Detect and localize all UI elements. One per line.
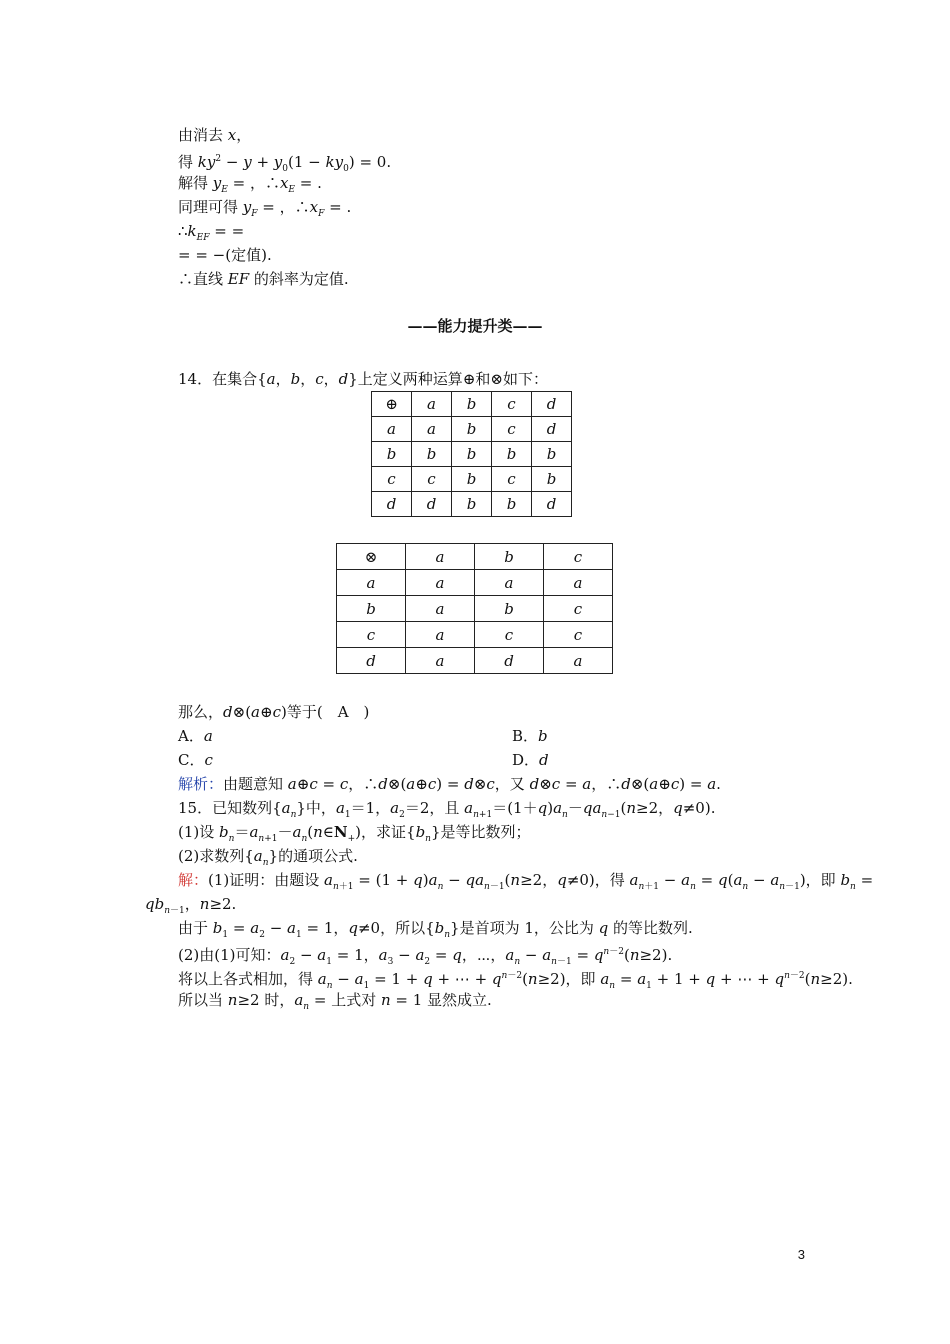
q15-solution-1: 解：(1)证明：由题设 $a_{n+1} = (1 + q)a_n - qa_{n-1}(n\ge 2$，q≠0)，得 $a_{n+1} - a_n = q(a_n - a_{n-1})$，即 $b_n$ = — [178, 871, 874, 892]
table-cell: d — [532, 417, 572, 442]
table-row — [372, 492, 572, 517]
table-cell: d — [337, 648, 406, 674]
table-cell: b — [475, 544, 544, 570]
table-cell: c — [372, 467, 412, 492]
plus-operation-table — [371, 391, 572, 517]
q15-solution-3: 由于 $b_1 = a_2 - a_1 = 1$，q≠0，所以$\{b_n\}$是首项为 1，公比为 q 的等比数列. — [178, 919, 693, 940]
table-cell: a — [406, 622, 475, 648]
table-cell: d — [532, 392, 572, 417]
table-cell: a — [337, 570, 406, 596]
table-cell: c — [492, 417, 532, 442]
q15-solution-6: 所以当 n≥2 时，$a_n$ = 上式对 n = 1 显然成立. — [178, 991, 492, 1012]
table-row — [372, 442, 572, 467]
text-line-3: 解得 $y_E$ = ，$\therefore x_E$ = . — [178, 174, 322, 195]
table-cell: a — [412, 417, 452, 442]
table-row — [337, 622, 613, 648]
analysis-label: 解析： — [178, 775, 224, 793]
times-operation-table — [336, 543, 613, 674]
table-row — [372, 467, 572, 492]
q15-part2: (2)求数列$\{a_n\}$的通项公式. — [178, 847, 358, 868]
table-cell: c — [544, 596, 613, 622]
table-cell: a — [475, 570, 544, 596]
table-cell: a — [372, 417, 412, 442]
table-cell: c — [475, 622, 544, 648]
table-cell: c — [492, 392, 532, 417]
text-line-5: $\therefore k_{EF}$ = = — [178, 222, 245, 243]
table-cell: b — [492, 442, 532, 467]
table-cell: d — [412, 492, 452, 517]
table-cell: a — [544, 570, 613, 596]
q14-stem: 14．在集合{a，b，c，d}上定义两种运算⊕和⊗如下： — [178, 370, 548, 388]
q15-solution-4: (2)由(1)可知：$a_2 - a_1 = 1$，$a_3 - a_2 = q$，⋯，$a_n - a_{n-1} = q^{n-2}(n\ge 2)$. — [178, 946, 673, 967]
text-line-1: 由消去 x， — [178, 126, 252, 144]
table-cell: b — [452, 392, 492, 417]
table-cell: b — [452, 417, 492, 442]
table-cell: a — [406, 596, 475, 622]
option-c: C．c — [178, 751, 213, 769]
table-row — [337, 544, 613, 570]
text-line-2: 得 $ky^2 - y + y_0(1 - ky_0) = 0$. — [178, 153, 392, 174]
table-cell: b — [475, 596, 544, 622]
table-cell: c — [412, 467, 452, 492]
table-row — [372, 392, 572, 417]
q14-analysis: 解析：由题意知 a⊕c = c，∴d⊗(a⊕c) = d⊗c，又 d⊗c = a，∴d⊗(a⊕c) = a. — [178, 775, 721, 793]
table-cell: c — [544, 544, 613, 570]
q15-stem: 15．已知数列$\{a_n\}$中，$a_1=1$，$a_2=2$，且 $a_{n+1}=(1+q)a_n-qa_{n-1}(n\ge 2$，q≠0). — [178, 799, 716, 820]
table-cell: ⊕ — [372, 392, 412, 417]
table-cell: a — [412, 392, 452, 417]
q15-part1: (1)设 $b_n=a_{n+1}-a_n(n\in N_+)$，求证$\{b_n\}$是等比数列； — [178, 823, 531, 844]
table-row — [372, 417, 572, 442]
section-title: ——能力提升类—— — [407, 317, 543, 335]
text-line-4: 同理可得 $y_F$ = ，$\therefore x_F$ = . — [178, 198, 352, 219]
solution-label: 解： — [178, 871, 209, 889]
table-cell: b — [452, 492, 492, 517]
text-line-7: ∴直线 EF 的斜率为定值. — [178, 270, 349, 288]
table-cell: b — [412, 442, 452, 467]
table-cell: b — [492, 492, 532, 517]
page-number: 3 — [797, 1247, 805, 1262]
table-cell: d — [372, 492, 412, 517]
table-cell: c — [544, 622, 613, 648]
table-cell: b — [532, 467, 572, 492]
option-a: A．a — [178, 727, 213, 745]
table-cell: b — [452, 467, 492, 492]
q15-solution-2: $qb_{n-1}$，n≥2. — [145, 895, 237, 916]
text-line-6: = = −(定值). — [178, 246, 272, 264]
table-row — [337, 596, 613, 622]
table-cell: d — [475, 648, 544, 674]
table-cell: b — [372, 442, 412, 467]
table-cell: a — [544, 648, 613, 674]
table-cell: a — [406, 570, 475, 596]
table-cell: a — [406, 544, 475, 570]
table-cell: c — [492, 467, 532, 492]
table-cell: b — [337, 596, 406, 622]
q15-solution-5: 将以上各式相加，得 $a_n - a_1 = 1 + q$ + ⋯ + $q^{n-2}(n\ge 2)$，即 $a_n = a_1 + 1 + q$ + ⋯ + $q^{n-2}(n\ge 2)$. — [178, 970, 853, 991]
table-cell: d — [532, 492, 572, 517]
option-d: D．d — [512, 751, 549, 769]
table-cell: a — [406, 648, 475, 674]
q14-question: 那么，d⊗(a⊕c)等于( A ) — [178, 703, 370, 721]
option-b: B．b — [512, 727, 548, 745]
table-cell: b — [532, 442, 572, 467]
table-cell: b — [452, 442, 492, 467]
table-cell: ⊗ — [337, 544, 406, 570]
table-cell: c — [337, 622, 406, 648]
table-row — [337, 570, 613, 596]
table-row — [337, 648, 613, 674]
